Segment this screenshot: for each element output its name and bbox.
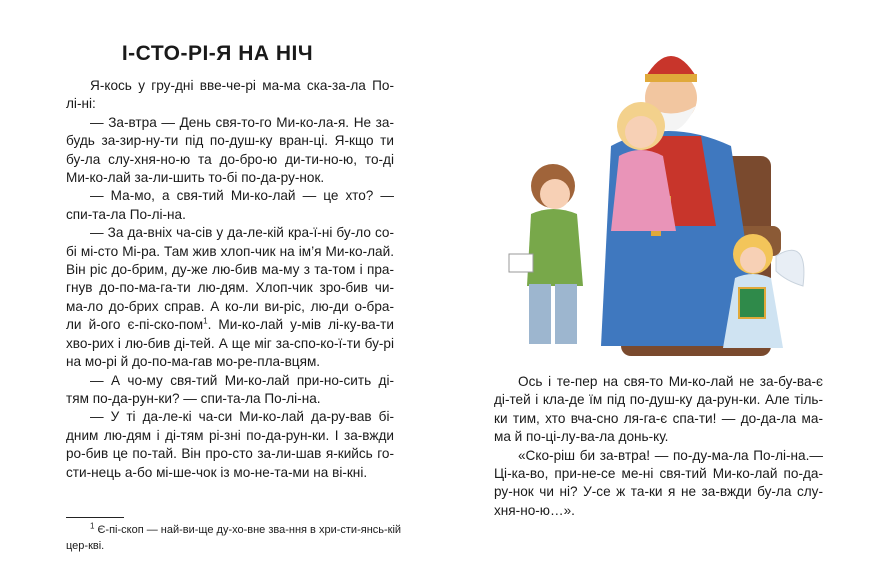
footnote-ref: 1 (203, 316, 208, 326)
story-title: І-СТО-РІ-Я НА НІЧ (121, 42, 314, 65)
paragraph-2: — За-втра — День свя-то-го Ми-ко-ла-я. Не за-будь за-зир-ну-ти під по-душ-ку вран-ці. Я-кщо ти бу-ла слу-хня-но-ю та до-бро-ю ди-ти-но-ю, то-ді Ми-ко-лай за-ли-шить то-бі по-да-ру-нок. (66, 114, 394, 186)
angel-book (739, 288, 765, 318)
paragraph-3: — Ма-мо, а свя-тий Ми-ко-лай — це хто? — спи-та-ла По-лі-на. (66, 188, 394, 222)
story-text-right (494, 373, 823, 520)
footnote (66, 522, 406, 554)
footnote-divider (66, 517, 124, 518)
paragraph-7: Ось і те-пер на свя-то Ми-ко-лай не за-бу-ва-є ді-тей і кла-де їм під по-душ-ку да-рун-ки. Але тіль-ки тим, хто вча-сно ля-га-є спа-ти! — до-да-ла ма-ма й по-ці-лу-ва-ла донь-ку. (494, 374, 823, 445)
paragraph-4-text: — За да-вніх ча-сів у да-ле-кій кра-ї-ні бу-ло со-бі мі-сто Мі-ра. Там жив хлоп-чик на ім’я Ми-ко-лай. Він ріс до-брим, ду-же лю-бив ма-му з та-том і пра-гнув до-по-ма-га-ти лю-дям. Хлоп-чик зро-бив чи-ма-ло до-брих справ. А ко-ли ви-ріс, лю-ди о-бра-ли й-ого є-пі-ско-пом (66, 225, 394, 333)
angel-wing (776, 250, 804, 286)
right-page (435, 0, 870, 566)
paragraph-8: «Ско-ріш би за-втра! — по-ду-ма-ла По-лі-на.— Ці-ка-во, при-не-се ме-ні свя-тий Ми-ко-лай по-да-ру-нок чи ні? У-се ж та-ки я не за-вжди бу-ла слу-хня-но-ю…». (494, 447, 823, 518)
saint-nicholas-illustration (491, 26, 823, 366)
story-text-left (66, 77, 394, 482)
paragraph-6: — У ті да-ле-кі ча-си Ми-ко-лай да-ру-вав бі-дним лю-дям і ді-тям рі-зні по-да-рун-ки. І за-вжди ро-бив це по-тай. Він про-сто за-ли-шав я-кийсь го-сти-нець а-бо мі-ше-чок із мо-не-та-ми на ві-кні. (66, 409, 394, 480)
footnote-marker: 1 (90, 521, 95, 531)
boy-shirt (527, 209, 583, 286)
paragraph-4: — За да-вніх ча-сів у да-ле-кій кра-ї-ні бу-ло со-бі мі-сто Мі-ра. Там жив хлоп-чик на ім’я Ми-ко-лай. Він ріс до-брим, ду-же лю-бив ма-му з та-том і пра-гнув до-по-ма-га-ти лю-дям. Хлоп-чик зро-бив чи-ма-ло до-брих справ. А ко-ли ви-ріс, лю-ди о-бра-ли й-ого є-пі-ско-пом$^1$. Ми-ко-лай у-мів лі-ку-ва-ти хво-рих і лю-бив ді-тей. А ще міг за-спо-ко-ї-ти бу-рі на мо-рі й до-по-ма-гав мо-ре-пла-вцям. (66, 225, 395, 370)
footnote-text: Є-пі-скоп — най-ви-ще ду-хо-вне зва-ння в хри-сти-янсь-кій цер-кві. (66, 524, 402, 552)
paragraph-1: Я-кось у гру-дні вве-че-рі ма-ма ска-за-ла По-лі-ні: (66, 78, 394, 112)
paragraph-4-cont: Ми-ко-лай у-мів лі-ку-ва-ти хво-рих і лю-бив ді-тей. А ще міг за-спо-ко-ї-ти бу-рі на мо-рі й до-по-ма-гав мо-ре-пла-вцям. (66, 317, 395, 370)
paragraph-5: — А чо-му свя-тий Ми-ко-лай при-но-сить ді-тям по-да-рун-ки? — спи-та-ла По-лі-на. (66, 372, 394, 406)
